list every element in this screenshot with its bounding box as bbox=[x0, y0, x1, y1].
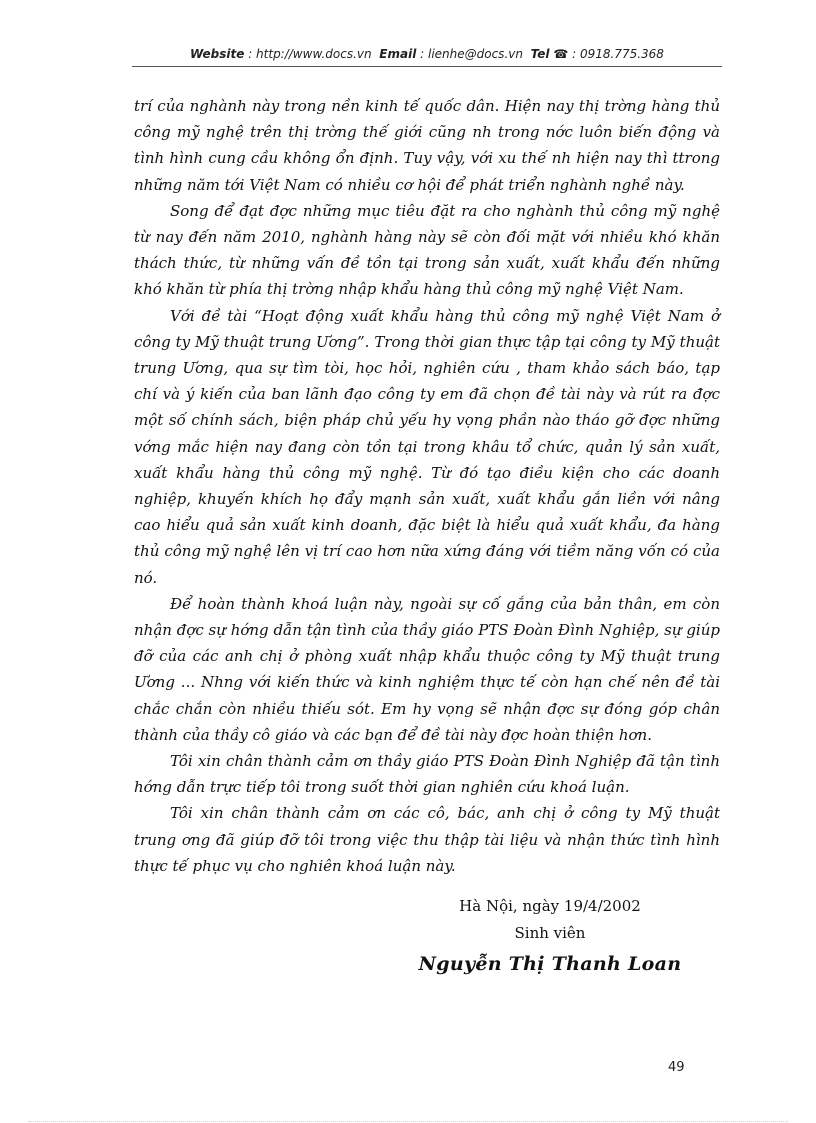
page-bottom-border bbox=[28, 1121, 788, 1122]
email-separator: : bbox=[416, 47, 428, 61]
tel-number: 0918.775.368 bbox=[579, 47, 664, 61]
tel-separator: : bbox=[568, 47, 580, 61]
website-url[interactable]: http://www.docs.vn bbox=[256, 47, 372, 61]
email-label: Email bbox=[379, 47, 417, 61]
tel-label: Tel bbox=[530, 47, 550, 61]
website-label: Website bbox=[190, 47, 245, 61]
body-text bbox=[134, 93, 720, 879]
page-header bbox=[132, 47, 722, 67]
email-address[interactable]: lienhe@docs.vn bbox=[427, 47, 523, 61]
signer-role: Sinh viên bbox=[514, 924, 586, 942]
paragraph-6: Tôi xin chân thành cảm ơn các cô, bác, anh chị ở công ty Mỹ thuật trung ơng đã giúp đỡ tôi trong việc thu thập tài liệu và nhận thức tình hình thực tế phục vụ cho nghiên khoá luận này. bbox=[134, 804, 720, 875]
signer-name: Nguyễn Thị Thanh Loan bbox=[418, 953, 682, 975]
website-separator: : bbox=[244, 47, 257, 61]
paragraph-1: trí của nghành này trong nền kinh tế quốc dân. Hiện nay thị trờng hàng thủ công mỹ nghệ trên thị trờng thế giới cũng nh trong nớc luôn biến động và tình hình cung cầu không ổn định. Tuy vậy, với xu thế nh hiện nay thì ttrong những năm tới Việt Nam có nhiều cơ hội để phát triển nghành nghề này. bbox=[134, 97, 720, 194]
paragraph-4: Để hoàn thành khoá luận này, ngoài sự cố gắng của bản thân, em còn nhận đợc sự hớng dẫn tận tình của thầy giáo PTS Đoàn Đình Nghiệp, sự giúp đỡ của các anh chị ở phòng xuất nhập khẩu thuộc công ty Mỹ thuật trung Ương ... Nhng với kiến thức và kinh nghiệm thực tế còn hạn chế nên đề tài chắc chắn còn nhiều thiếu sót. Em hy vọng sẽ nhận đợc sự đóng góp chân thành của thầy cô giáo và các bạn để đề tài này đợc hoàn thiện hơn. bbox=[134, 594, 720, 744]
signature-block bbox=[400, 893, 700, 981]
phone-icon: ☎ bbox=[553, 47, 569, 61]
paragraph-5: Tôi xin chân thành cảm ơn thầy giáo PTS Đoàn Đình Nghiệp đã tận tình hớng dẫn trực tiếp tôi trong suốt thời gian nghiên cứu khoá luận. bbox=[134, 752, 720, 797]
page-number: 49 bbox=[668, 1060, 685, 1075]
paragraph-2: Song để đạt đợc những mục tiêu đặt ra cho nghành thủ công mỹ nghệ từ nay đến năm 2010, nghành hàng này sẽ còn đối mặt với nhiều khó khăn thách thức, từ những vấn đề tồn tại trong sản xuất, xuất khẩu đến những khó khăn từ phía thị trờng nhập khẩu hàng thủ công mỹ nghệ Việt Nam. bbox=[134, 201, 720, 299]
paragraph-3: Với đề tài “Hoạt động xuất khẩu hàng thủ công mỹ nghệ Việt Nam ở công ty Mỹ thuật trung Ương”. Trong thời gian thực tập tại công ty Mỹ thuật trung Ương, qua sự tìm tòi, học hỏi, nghiên cứu , tham khảo sách báo, tạp chí và ý kiến của ban lãnh đạo công ty em đã chọn đề tài này và rút ra đợc một số chính sách, biện pháp chủ yếu hy vọng phần nào tháo gỡ đợc những vớng mắc hiện nay đang còn tồn tại trong khâu tổ chức, quản lý sản xuất, xuất khẩu hàng thủ công mỹ nghệ. Từ đó tạo điều kiện cho các doanh nghiệp, khuyến khích họ đẩy mạnh sản xuất, xuất khẩu gắn liền với nâng cao hiểu quả sản xuất kinh doanh, đặc biệt là hiểu quả xuất khẩu, đa hàng thủ công mỹ nghệ lên vị trí cao hơn nữa xứng đáng với tiềm năng vốn có của nó. bbox=[134, 306, 720, 587]
place-date: Hà Nội, ngày 19/4/2002 bbox=[459, 897, 641, 915]
